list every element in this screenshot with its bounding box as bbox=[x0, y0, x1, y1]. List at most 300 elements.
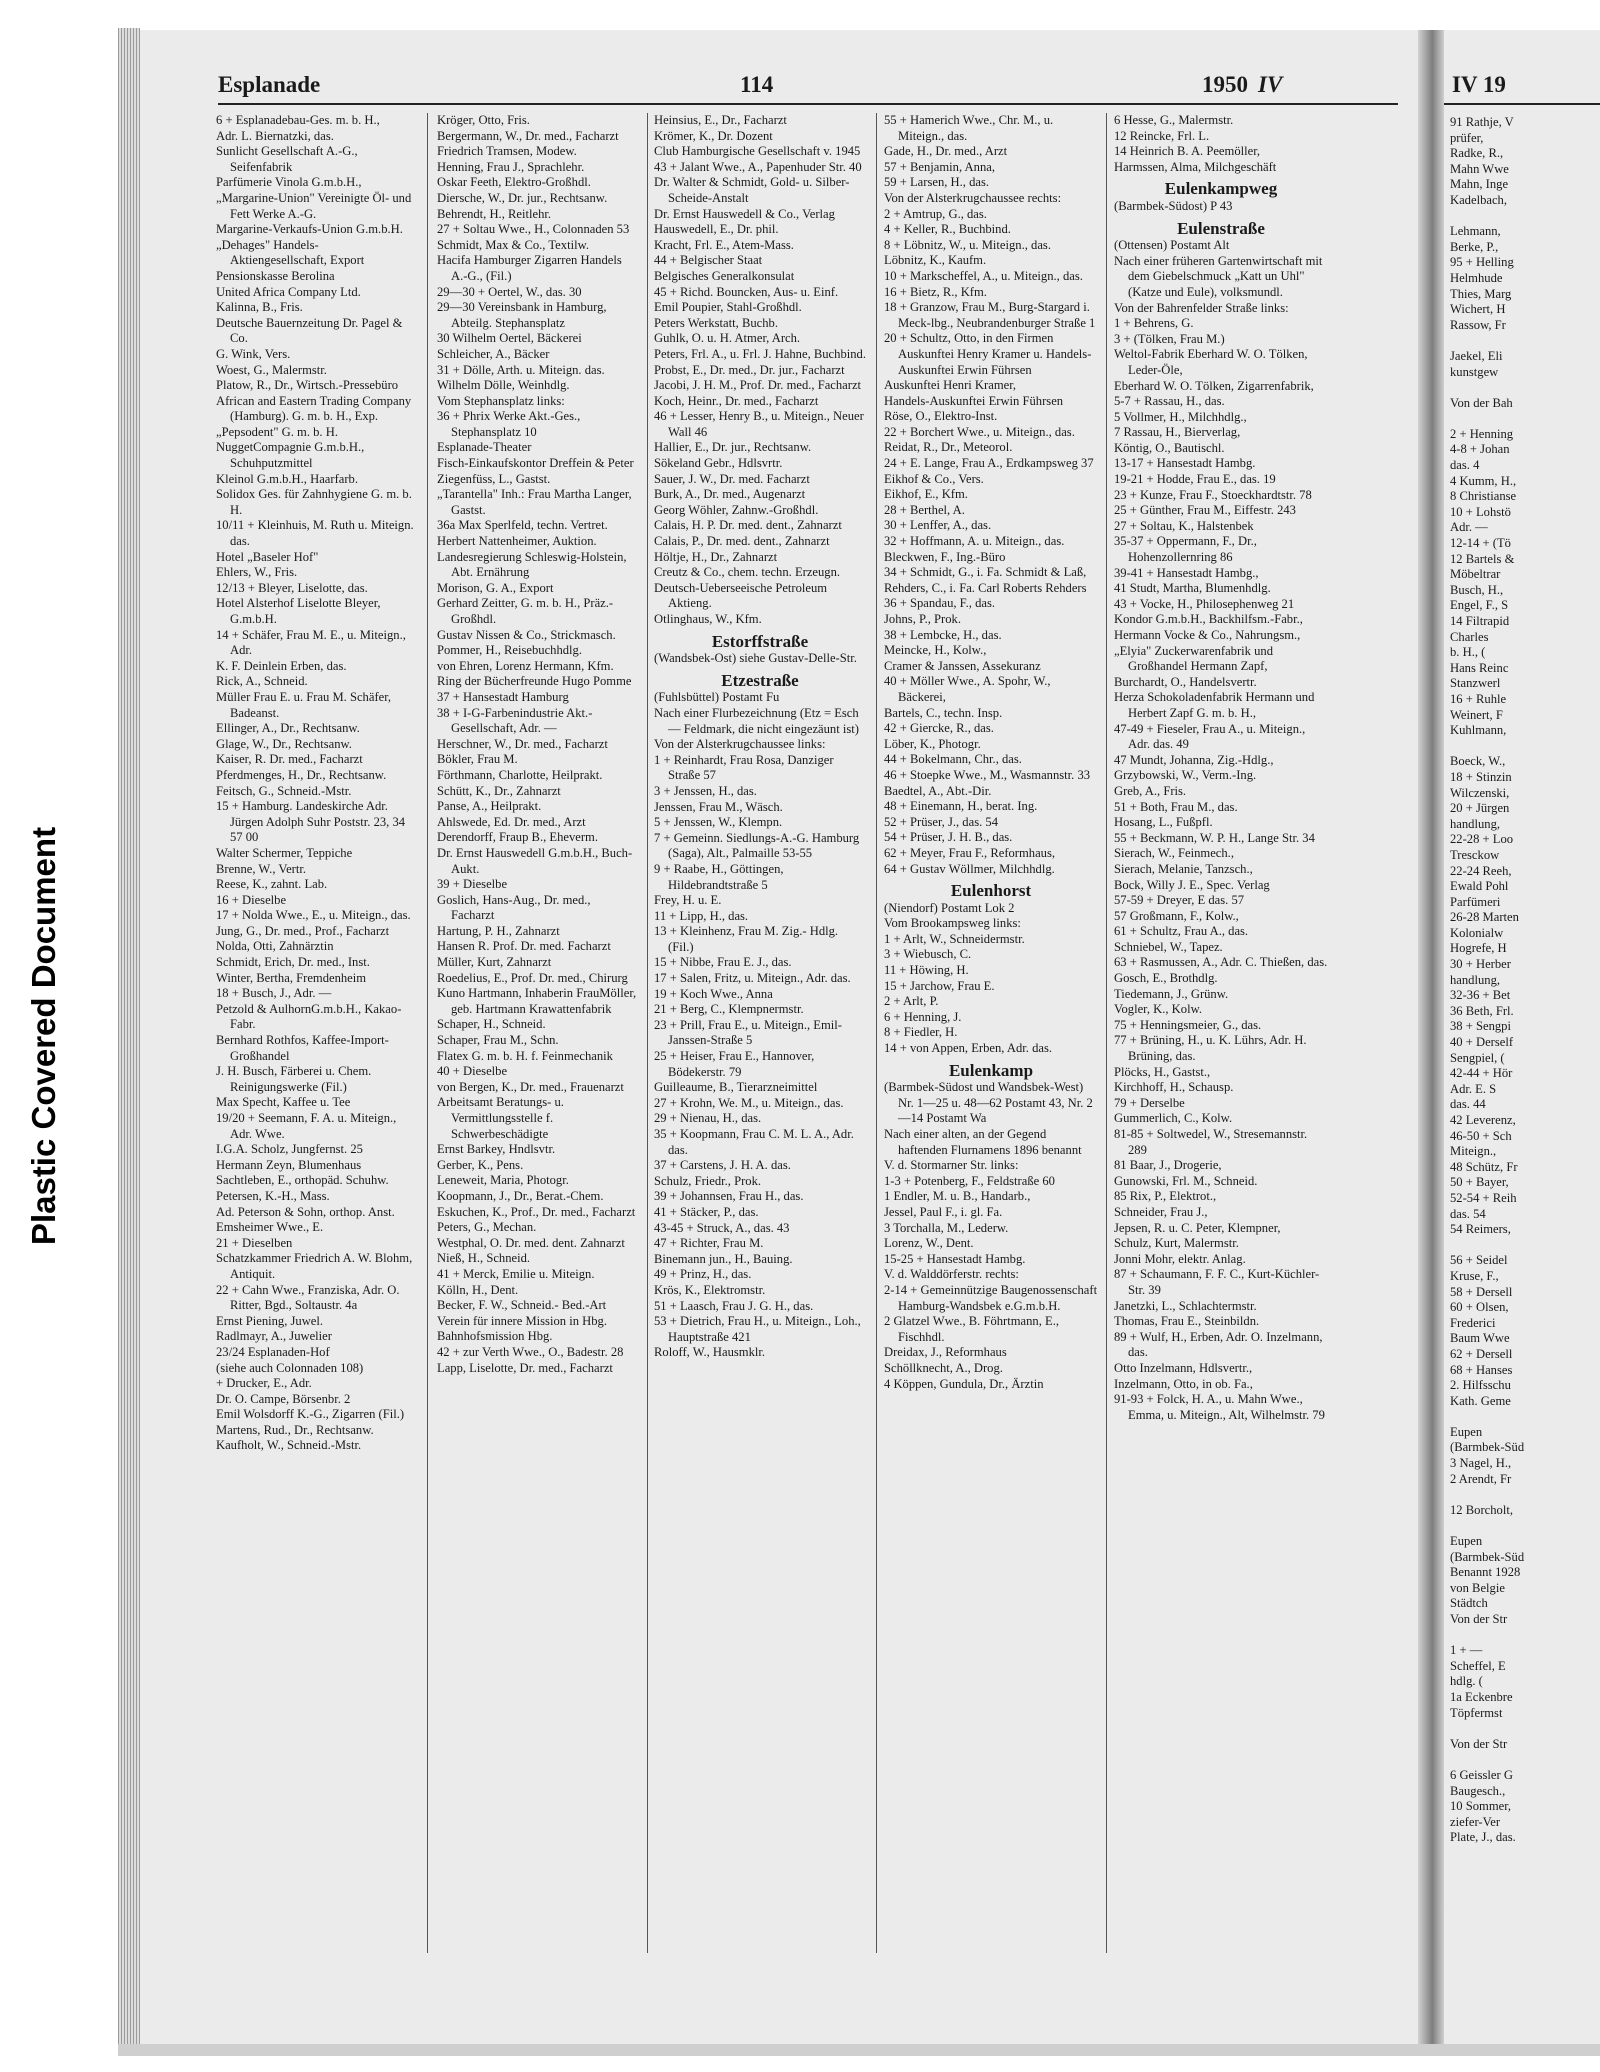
facing-page-line: 4-8 + Johan bbox=[1450, 442, 1510, 457]
directory-entry: 7 Rassau, H., Bierverlag, bbox=[1114, 425, 1241, 440]
facing-page-line: Möbeltrar bbox=[1450, 567, 1501, 582]
directory-entry: 42 + zur Verth Wwe., O., Badestr. 28 bbox=[437, 1344, 624, 1359]
directory-entry: Schatzkammer Friedrich A. W. Blohm, Antiquit. bbox=[216, 1251, 413, 1281]
directory-entry: 57 + Benjamin, Anna, bbox=[884, 159, 995, 174]
directory-entry: Röse, O., Elektro-Inst. bbox=[884, 409, 998, 424]
facing-page-line: 91 Rathje, V bbox=[1450, 115, 1514, 129]
directory-entry: 59 + Larsen, H., das. bbox=[884, 175, 990, 190]
facing-page-header: IV 19 bbox=[1452, 72, 1506, 97]
directory-entry: Müller Frau E. u. Frau M. Schäfer, Badeanst. bbox=[216, 689, 392, 720]
directory-entry: 27 + Soltau Wwe., H., Colonnaden 53 bbox=[437, 222, 630, 237]
directory-entry: von Bergen, K., Dr. med., Frauenarzt bbox=[437, 1079, 624, 1094]
directory-entry: Wilhelm Dölle, Weinhdlg. bbox=[437, 378, 570, 393]
directory-entry: 38 + I-G-Farbenindustrie Akt.-Gesellschaft, Adr. — bbox=[437, 705, 593, 736]
directory-entry: 40 + Möller Wwe., A. Spohr, W., Bäckerei, bbox=[884, 674, 1051, 704]
directory-entry: 87 + Schaumann, F. F. C., Kurt-Küchler-Str. 39 bbox=[1114, 1267, 1320, 1297]
directory-entry: 2 + Arlt, P. bbox=[884, 994, 939, 1009]
directory-entry: Arbeitsamt Beratungs- u. Vermittlungsstelle f. Schwerbeschädigte bbox=[437, 1095, 564, 1141]
directory-entry: Köntig, O., Bautischl. bbox=[1114, 440, 1225, 455]
facing-page-line: 36 Beth, Frl. bbox=[1450, 1003, 1514, 1018]
facing-page-line bbox=[1450, 209, 1600, 225]
directory-entry: 35 + Koopmann, Frau C. M. L. A., Adr. das. bbox=[654, 1127, 854, 1157]
directory-entry: (Niendorf) Postamt Lok 2 bbox=[884, 900, 1015, 915]
directory-entry: 11 + Höwing, H. bbox=[884, 963, 969, 978]
facing-page-line: Rassow, Fr bbox=[1450, 317, 1506, 332]
directory-entry: 12/13 + Bleyer, Liselotte, das. bbox=[216, 580, 368, 595]
directory-entry: Flatex G. m. b. H. f. Feinmechanik bbox=[437, 1048, 613, 1063]
directory-entry: Herza Schokoladenfabrik Hermann und Herbert Zapf G. m. b. H., bbox=[1114, 690, 1315, 720]
directory-entry: Jepsen, R. u. C. Peter, Klempner, bbox=[1114, 1220, 1281, 1235]
directory-entry: (Fuhlsbüttel) Postamt Fu bbox=[654, 690, 780, 705]
directory-entry: 23 + Prill, Frau E., u. Miteign., Emil-Janssen-Straße 5 bbox=[654, 1017, 842, 1048]
directory-entry: 32 + Hoffmann, A. u. Miteign., das. bbox=[884, 534, 1065, 549]
directory-entry: 51 + Laasch, Frau J. G. H., das. bbox=[654, 1298, 814, 1313]
directory-entry: Reese, K., zahnt. Lab. bbox=[216, 877, 328, 892]
column-separator bbox=[427, 113, 428, 1953]
directory-entry: + Drucker, E., Adr. bbox=[216, 1376, 312, 1391]
directory-entry: Ehlers, W., Fris. bbox=[216, 565, 298, 580]
directory-entry: Burchardt, O., Handelsvertr. bbox=[1114, 674, 1257, 689]
directory-entry: Schütt, K., Dr., Zahnarzt bbox=[437, 783, 561, 798]
directory-entry: Woest, G., Malermstr. bbox=[216, 362, 327, 377]
facing-page-line: hdlg. ( bbox=[1450, 1674, 1483, 1689]
directory-entry: Hacifa Hamburger Zigarren Handels A.-G., (Fil.) bbox=[437, 253, 622, 283]
directory-entry: 42 + Giercke, R., das. bbox=[884, 721, 994, 736]
directory-entry: Ad. Peterson & Sohn, orthop. Anst. bbox=[216, 1204, 395, 1219]
directory-entry: Leneweit, Maria, Photogr. bbox=[437, 1173, 569, 1188]
directory-entry: Hermann Zeyn, Blumenhaus bbox=[216, 1157, 362, 1172]
facing-page-line: Parfümeri bbox=[1450, 894, 1501, 909]
facing-page-line: Hans Reinc bbox=[1450, 660, 1509, 675]
directory-entry: 3 Torchalla, M., Lederw. bbox=[884, 1220, 1009, 1235]
facing-page-line: Ewald Pohl bbox=[1450, 879, 1509, 894]
directory-entry: Dr. Ernst Hauswedell & Co., Verlag bbox=[654, 206, 835, 221]
facing-page-line: Miteign., bbox=[1450, 1144, 1497, 1159]
directory-entry: Inzelmann, Otto, in ob. Fa., bbox=[1114, 1376, 1253, 1391]
directory-entry: Tiedemann, J., Grünw. bbox=[1114, 986, 1229, 1001]
directory-entry: 55 + Hamerich Wwe., Chr. M., u. Miteign., das. bbox=[884, 113, 1054, 143]
directory-entry: 16 + Bietz, R., Kfm. bbox=[884, 284, 987, 299]
directory-entry: Hauswedell, E., Dr. phil. bbox=[654, 222, 779, 237]
directory-entry: 35-37 + Oppermann, F., Dr., Hohenzollernring 86 bbox=[1114, 534, 1257, 565]
directory-entry: Hotel „Baseler Hof" bbox=[216, 549, 319, 564]
directory-entry: Otto Inzelmann, Hdlsvertr., bbox=[1114, 1360, 1253, 1375]
facing-page-line: Charles bbox=[1450, 629, 1489, 644]
facing-page-line: Radke, R., bbox=[1450, 146, 1504, 161]
directory-entry: Hotel Alsterhof Liselotte Bleyer, G.m.b.H. bbox=[216, 596, 381, 626]
directory-entry: Nach einer Flurbezeichnung (Etz = Esch — Feldmark, die nicht eingezäunt ist) bbox=[654, 705, 859, 736]
page-number: 114 bbox=[740, 72, 774, 97]
directory-entry: 48 + Einemann, H., berat. Ing. bbox=[884, 799, 1038, 814]
directory-entry: 1-3 + Potenberg, F., Feldstraße 60 bbox=[884, 1173, 1055, 1188]
directory-entry: 54 + Prüser, J. H. B., das. bbox=[884, 830, 1013, 845]
facing-page-line: Weinert, F bbox=[1450, 707, 1503, 722]
directory-entry: 28 + Berthel, A. bbox=[884, 502, 965, 517]
directory-entry: Solidox Ges. für Zahnhygiene G. m. b. H. bbox=[216, 487, 412, 517]
directory-entry: 1 Endler, M. u. B., Handarb., bbox=[884, 1189, 1031, 1204]
directory-entry: Sunlicht Gesellschaft A.-G., Seifenfabrik bbox=[216, 144, 358, 174]
directory-entry: Heinsius, E., Dr., Facharzt bbox=[654, 113, 787, 127]
directory-entry: 39 + Johannsen, Frau H., das. bbox=[654, 1189, 804, 1204]
facing-page-line bbox=[1450, 1752, 1600, 1768]
facing-page-line: 1 + — bbox=[1450, 1643, 1483, 1658]
directory-entry: Dr. O. Campe, Börsenbr. 2 bbox=[216, 1391, 351, 1406]
directory-entry: Calais, P., Dr. med. dent., Zahnarzt bbox=[654, 534, 830, 549]
directory-entry: Hansen R. Prof. Dr. med. Facharzt bbox=[437, 939, 611, 954]
directory-entry: 14 + Schäfer, Frau M. E., u. Miteign., Adr. bbox=[216, 627, 406, 658]
facing-page-line: Kuhlmann, bbox=[1450, 723, 1507, 738]
directory-entry: Dr. Walter & Schmidt, Gold- u. Silber-Scheide-Anstalt bbox=[654, 175, 850, 205]
facing-page-rule bbox=[1444, 103, 1600, 105]
directory-entry: 36a Max Sperlfeld, techn. Vertret. bbox=[437, 518, 608, 533]
facing-page-line: prüfer, bbox=[1450, 130, 1484, 145]
facing-page-line: das. 54 bbox=[1450, 1206, 1486, 1221]
directory-entry: Henning, Frau J., Sprachlehr. bbox=[437, 159, 585, 174]
facing-page-line: Kruse, F., bbox=[1450, 1268, 1499, 1283]
directory-entry: 6 + Henning, J. bbox=[884, 1009, 962, 1024]
directory-entry: Goslich, Hans-Aug., Dr. med., Facharzt bbox=[437, 892, 591, 923]
facing-page-line: Helmhude bbox=[1450, 270, 1503, 285]
directory-entry: Dr. Ernst Hauswedell G.m.b.H., Buch-Aukt. bbox=[437, 845, 633, 876]
directory-entry: 5 Vollmer, H., Milchhdlg., bbox=[1114, 409, 1247, 424]
directory-entry: (siehe auch Colonnaden 108) bbox=[216, 1360, 364, 1375]
directory-entry: 44 + Bokelmann, Chr., das. bbox=[884, 752, 1022, 767]
directory-entry: Gade, H., Dr. med., Arzt bbox=[884, 144, 1008, 159]
directory-entry: Frey, H. u. E. bbox=[654, 893, 722, 908]
directory-entry: 18 + Granzow, Frau M., Burg-Stargard i. Meck-lbg., Neubrandenburger Straße 1 bbox=[884, 300, 1096, 330]
directory-entry: Calais, H. P. Dr. med. dent., Zahnarzt bbox=[654, 518, 842, 533]
directory-entry: Hallier, E., Dr. jur., Rechtsanw. bbox=[654, 440, 812, 455]
year: 1950 bbox=[1202, 72, 1248, 97]
directory-entry: 23 + Kunze, Frau F., Stoeckhardtstr. 78 bbox=[1114, 487, 1312, 502]
directory-entry: 38 + Lembcke, H., das. bbox=[884, 627, 1002, 642]
directory-entry: 64 + Gustav Wöllmer, Milchhdlg. bbox=[884, 861, 1055, 876]
facing-page-line: 14 Filtrapid bbox=[1450, 614, 1510, 628]
header-rule bbox=[218, 103, 1398, 105]
directory-entry: Kondor G.m.b.H., Backhilfsm.-Fabr., bbox=[1114, 612, 1303, 627]
column-separator bbox=[647, 113, 648, 1953]
facing-page-line: 54 Reimers, bbox=[1450, 1222, 1511, 1237]
facing-page-line: 12 Borcholt, bbox=[1450, 1502, 1513, 1517]
directory-entry: Panse, A., Heilprakt. bbox=[437, 799, 542, 814]
directory-entry: K. F. Deinlein Erben, das. bbox=[216, 658, 347, 673]
directory-entry: Gerber, K., Pens. bbox=[437, 1157, 524, 1172]
directory-entry: 2 + Amtrup, G., das. bbox=[884, 206, 987, 221]
directory-entry: Weltol-Fabrik Eberhard W. O. Tölken, Leder-Öle, bbox=[1114, 347, 1308, 377]
directory-entry: Club Hamburgische Gesellschaft v. 1945 bbox=[654, 144, 861, 159]
directory-entry: 45 + Richd. Bouncken, Aus- u. Einf. bbox=[654, 284, 839, 299]
directory-entry: 47-49 + Fieseler, Frau A., u. Miteign., Adr. das. 49 bbox=[1114, 721, 1306, 752]
directory-entry: Rehders, C., i. Fa. Carl Roberts Rehders bbox=[884, 580, 1087, 595]
directory-entry: Peters, Frl. A., u. Frl. J. Hahne, Buchbind. bbox=[654, 346, 866, 361]
directory-entry: 81 Baar, J., Drogerie, bbox=[1114, 1158, 1222, 1173]
column-separator bbox=[1106, 113, 1107, 1953]
facing-page-line: Adr. E. S bbox=[1450, 1081, 1497, 1096]
directory-entry: 29 + Nienau, H., das. bbox=[654, 1111, 762, 1126]
facing-page-line: Von der Str bbox=[1450, 1736, 1508, 1751]
directory-entry: „Tarantella" Inh.: Frau Martha Langer, Gastst. bbox=[437, 487, 632, 517]
directory-entry: Emil Wolsdorff K.-G., Zigarren (Fil.) bbox=[216, 1407, 405, 1422]
directory-entry: 1 + Arlt, W., Schneidermstr. bbox=[884, 931, 1025, 946]
facing-page-line: Von der Str bbox=[1450, 1612, 1508, 1626]
facing-page-line: Wilczenski, bbox=[1450, 785, 1510, 800]
directory-entry: 4 Köppen, Gundula, Dr., Ärztin bbox=[884, 1376, 1044, 1391]
directory-entry: Margarine-Verkaufs-Union G.m.b.H. bbox=[216, 222, 403, 237]
street-heading: Eulenkamp bbox=[948, 1060, 1034, 1080]
directory-entry: Eikhof & Co., Vers. bbox=[884, 471, 984, 486]
directory-entry: Jacobi, J. H. M., Prof. Dr. med., Facharzt bbox=[654, 378, 862, 393]
directory-entry: Deutsche Bauernzeitung Dr. Pagel & Co. bbox=[216, 315, 403, 346]
facing-page-line: 10 + Lohstö bbox=[1450, 504, 1511, 519]
facing-page-line: Boeck, W., bbox=[1450, 754, 1506, 769]
directory-entry: 52 + Prüser, J., das. 54 bbox=[884, 814, 998, 829]
directory-entry: „Dehages" Handels-Aktiengesellschaft, Export bbox=[216, 237, 365, 268]
directory-entry: 23/24 Esplanaden-Hof bbox=[216, 1344, 330, 1359]
directory-entry: Janetzki, L., Schlachtermstr. bbox=[1114, 1298, 1257, 1313]
facing-page-line: 32-36 + Bet bbox=[1450, 988, 1511, 1003]
directory-entry: Hartung, P. H., Zahnarzt bbox=[437, 923, 560, 938]
directory-entry: 25 + Günther, Frau M., Eiffestr. 243 bbox=[1114, 503, 1296, 518]
directory-entry: Herschner, W., Dr. med., Facharzt bbox=[437, 736, 608, 751]
directory-entry: Jenssen, Frau M., Wäsch. bbox=[654, 799, 783, 814]
directory-entry: Von der Bahrenfelder Straße links: bbox=[1114, 300, 1289, 315]
directory-entry: Förthmann, Charlotte, Heilprakt. bbox=[437, 767, 603, 782]
directory-entry: Deutsch-Ueberseeische Petroleum Aktieng. bbox=[654, 580, 828, 611]
directory-entry: 5-7 + Rassau, H., das. bbox=[1114, 394, 1225, 409]
directory-entry: Burk, A., Dr. med., Augenarzt bbox=[654, 487, 806, 502]
directory-column-3 bbox=[654, 113, 866, 2038]
directory-entry: Krömer, K., Dr. Dozent bbox=[654, 128, 773, 143]
directory-entry: Ellinger, A., Dr., Rechtsanw. bbox=[216, 721, 360, 736]
directory-column-4 bbox=[884, 113, 1098, 2038]
facing-page-line: Jaekel, Eli bbox=[1450, 348, 1503, 363]
facing-page-line: 42 Leverenz, bbox=[1450, 1113, 1516, 1127]
directory-entry: Schmidt, Erich, Dr. med., Inst. bbox=[216, 955, 370, 970]
directory-entry: Adr. L. Biernatzki, das. bbox=[216, 128, 334, 143]
facing-page-line: handlung, bbox=[1450, 816, 1501, 831]
directory-entry: Herbert Nattenheimer, Auktion. bbox=[437, 534, 597, 549]
directory-entry: 8 + Löbnitz, W., u. Miteign., das. bbox=[884, 237, 1051, 252]
directory-entry: 30 + Lenffer, A., das. bbox=[884, 518, 992, 533]
directory-entry: 22 + Borchert Wwe., u. Miteign., das. bbox=[884, 424, 1075, 439]
facing-page-line: Thies, Marg bbox=[1450, 286, 1512, 301]
directory-entry: Sökeland Gebr., Hdlsvrtr. bbox=[654, 456, 783, 471]
directory-entry: 3 + Jenssen, H., das. bbox=[654, 783, 757, 798]
facing-page-line: Kadelbach, bbox=[1450, 192, 1507, 207]
directory-entry: Westphal, O. Dr. med. dent. Zahnarzt bbox=[437, 1235, 625, 1250]
directory-entry: V. d. Stormarner Str. links: bbox=[884, 1158, 1019, 1173]
directory-entry: Nach einer alten, an der Gegend haftenden Flurnamens 1896 benannt bbox=[884, 1127, 1082, 1157]
facing-page-line: Frederici bbox=[1450, 1315, 1496, 1330]
directory-entry: 1 + Behrens, G. bbox=[1114, 316, 1194, 331]
facing-page-line: 6 Geissler G bbox=[1450, 1767, 1513, 1782]
directory-entry: Bartels, C., techn. Insp. bbox=[884, 705, 1003, 720]
directory-entry: Vom Stephansplatz links: bbox=[437, 393, 565, 408]
directory-entry: 13 + Kleinhenz, Frau M. Zig.- Hdlg. (Fil.) bbox=[654, 924, 839, 954]
directory-entry: Behrendt, H., Reitlehr. bbox=[437, 206, 552, 221]
facing-page-line: kunstgew bbox=[1450, 364, 1499, 379]
directory-entry: 15-25 + Hansestadt Hambg. bbox=[884, 1251, 1026, 1266]
facing-page-line bbox=[1450, 380, 1600, 396]
directory-entry: Peters Werkstatt, Buchb. bbox=[654, 315, 778, 330]
facing-page-line bbox=[1450, 1518, 1600, 1534]
directory-entry: Sauer, J. W., Dr. med. Facharzt bbox=[654, 471, 810, 486]
facing-page-line: 4 Kumm, H., bbox=[1450, 473, 1517, 488]
directory-entry: Greb, A., Fris. bbox=[1114, 783, 1187, 798]
facing-page-column bbox=[1450, 115, 1600, 1846]
directory-entry: Oskar Feeth, Elektro-Großhdl. bbox=[437, 175, 591, 190]
directory-entry: Sierach, Melanie, Tanzsch., bbox=[1114, 861, 1253, 876]
directory-entry: Plöcks, H., Gastst., bbox=[1114, 1064, 1211, 1079]
directory-entry: Diersche, W., Dr. jur., Rechtsanw. bbox=[437, 190, 608, 205]
directory-entry: 46 + Stoepke Wwe., M., Wasmannstr. 33 bbox=[884, 767, 1091, 782]
directory-entry: Peters, G., Mechan. bbox=[437, 1220, 537, 1235]
directory-entry: 18 + Busch, J., Adr. — bbox=[216, 986, 332, 1001]
directory-entry: Nieß, H., Schneid. bbox=[437, 1251, 531, 1266]
directory-entry: 31 + Dölle, Arth. u. Miteign. das. bbox=[437, 362, 605, 377]
directory-entry: Morison, G. A., Export bbox=[437, 580, 554, 595]
directory-entry: Pommer, H., Reisebuchhdlg. bbox=[437, 643, 583, 658]
facing-page-line: 20 + Jürgen bbox=[1450, 801, 1510, 816]
directory-entry: Ziegenfüss, L., Gastst. bbox=[437, 471, 551, 486]
directory-entry: 19 + Koch Wwe., Anna bbox=[654, 986, 773, 1001]
directory-entry: (Ottensen) Postamt Alt bbox=[1114, 238, 1230, 253]
directory-entry: Pferdmenges, H., Dr., Rechtsanw. bbox=[216, 767, 387, 782]
facing-page-line: Plate, J., das. bbox=[1450, 1830, 1516, 1845]
directory-entry: 51 + Both, Frau M., das. bbox=[1114, 799, 1238, 814]
directory-entry: Gunowski, Frl. M., Schneid. bbox=[1114, 1173, 1258, 1188]
directory-entry: 43 + Jalant Wwe., A., Papenhuder Str. 40 bbox=[654, 159, 862, 174]
directory-entry: Johns, P., Prok. bbox=[884, 612, 961, 626]
facing-page-line: 95 + Helling bbox=[1450, 255, 1514, 270]
directory-entry: 13-17 + Hansestadt Hambg. bbox=[1114, 456, 1256, 471]
facing-page-line: 60 + Olsen, bbox=[1450, 1300, 1509, 1315]
directory-entry: Binemann jun., H., Bauing. bbox=[654, 1251, 793, 1266]
facing-page-line: Benannt 1928 bbox=[1450, 1565, 1521, 1580]
directory-entry: G. Wink, Vers. bbox=[216, 346, 291, 361]
directory-entry: 11 + Lipp, H., das. bbox=[654, 908, 749, 923]
directory-entry: Kleinol G.m.b.H., Haarfarb. bbox=[216, 471, 358, 486]
street-heading: Eulenhorst bbox=[950, 881, 1032, 901]
facing-page-line: 56 + Seidel bbox=[1450, 1253, 1508, 1268]
directory-entry: 3 + (Tölken, Frau M.) bbox=[1114, 331, 1225, 346]
facing-page-line: Kolonialw bbox=[1450, 925, 1504, 940]
directory-entry: 24 + E. Lange, Frau A., Erdkampsweg 37 bbox=[884, 456, 1094, 471]
directory-entry: 43 + Vocke, H., Philosephenweg 21 bbox=[1114, 596, 1295, 611]
directory-entry: 89 + Wulf, H., Erben, Adr. O. Inzelmann, das. bbox=[1114, 1329, 1323, 1360]
facing-page-line bbox=[1450, 1409, 1600, 1425]
directory-entry: Hosang, L., Fußpfl. bbox=[1114, 815, 1213, 830]
directory-entry: Fisch-Einkaufskontor Dreffein & Peter bbox=[437, 456, 634, 471]
directory-entry: Pensionskasse Berolina bbox=[216, 268, 335, 283]
facing-page-line: (Barmbek-Süd bbox=[1450, 1549, 1525, 1564]
directory-entry: Eskuchen, K., Prof., Dr. med., Facharzt bbox=[437, 1204, 636, 1219]
facing-page-line: Wichert, H bbox=[1450, 302, 1506, 317]
book-gutter bbox=[1418, 30, 1444, 2045]
directory-entry: 75 + Henningsmeier, G., das. bbox=[1114, 1017, 1262, 1032]
directory-entry: Koch, Heinr., Dr. med., Facharzt bbox=[654, 393, 819, 408]
facing-page-line: 22-24 Reeh, bbox=[1450, 863, 1512, 878]
facing-page-line: das. 44 bbox=[1450, 1097, 1486, 1112]
directory-entry: 53 + Dietrich, Frau H., u. Miteign., Loh., Hauptstraße 421 bbox=[654, 1314, 861, 1344]
facing-page-line: Tresckow bbox=[1450, 847, 1500, 862]
street-heading: Estorffstraße bbox=[711, 631, 809, 651]
directory-entry: 57-59 + Dreyer, E das. 57 bbox=[1114, 893, 1245, 908]
facing-page-line: 58 + Dersell bbox=[1450, 1284, 1513, 1299]
facing-page-line: Busch, H., bbox=[1450, 582, 1504, 597]
directory-entry: 14 Heinrich B. A. Peemöller, bbox=[1114, 144, 1261, 159]
book-page-edges bbox=[118, 28, 140, 2046]
directory-entry: Becker, F. W., Schneid.- Bed.-Art bbox=[437, 1298, 607, 1313]
facing-page-line: 30 + Herber bbox=[1450, 957, 1511, 972]
directory-entry: „Margarine-Union" Vereinigte Öl- und Fett Werke A.-G. bbox=[216, 190, 412, 221]
directory-entry: 41 Studt, Martha, Blumenhdlg. bbox=[1114, 581, 1271, 596]
directory-entry: Ernst Piening, Juwel. bbox=[216, 1313, 324, 1328]
directory-entry: Emsheimer Wwe., E. bbox=[216, 1220, 324, 1235]
directory-entry: 79 + Derselbe bbox=[1114, 1095, 1185, 1110]
directory-entry: 57 Großmann, F., Kolw., bbox=[1114, 908, 1239, 923]
facing-page-line: 50 + Bayer, bbox=[1450, 1175, 1509, 1190]
facing-page-line: 10 Sommer, bbox=[1450, 1799, 1512, 1814]
facing-page-line: von Belgie bbox=[1450, 1580, 1505, 1595]
facing-page-line: Eupen bbox=[1450, 1534, 1483, 1549]
directory-entry: 20 + Schultz, Otto, in den Firmen Auskunftei Henry Kramer u. Handels-Auskunftei Erwin Führsen bbox=[884, 331, 1092, 377]
facing-page-line: Von der Bah bbox=[1450, 395, 1513, 410]
column-separator bbox=[876, 113, 877, 1953]
directory-entry: Schniebel, W., Tapez. bbox=[1114, 939, 1223, 954]
directory-entry: Hermann Vocke & Co., Nahrungsm., bbox=[1114, 628, 1301, 642]
directory-entry: Reidat, R., Dr., Meteorol. bbox=[884, 440, 1013, 455]
directory-entry: 10 + Markscheffel, A., u. Miteign., das. bbox=[884, 268, 1083, 283]
directory-entry: 14 + von Appen, Erben, Adr. das. bbox=[884, 1041, 1053, 1056]
directory-entry: Gustav Nissen & Co., Strickmasch. bbox=[437, 627, 616, 642]
directory-entry: 39-41 + Hansestadt Hambg., bbox=[1114, 565, 1259, 580]
directory-entry: Max Specht, Kaffee u. Tee bbox=[216, 1095, 351, 1110]
directory-entry: 46 + Lesser, Henry B., u. Miteign., Neuer Wall 46 bbox=[654, 409, 864, 439]
facing-page-line: Adr. — bbox=[1450, 520, 1488, 535]
directory-entry: (Barmbek-Südost) P 43 bbox=[1114, 198, 1233, 213]
directory-entry: 8 + Fiedler, H. bbox=[884, 1025, 958, 1040]
facing-page bbox=[1444, 30, 1600, 2045]
directory-entry: Kalinna, B., Fris. bbox=[216, 300, 303, 315]
facing-page-line: 48 Schütz, Fr bbox=[1450, 1159, 1518, 1174]
facing-page-line bbox=[1450, 1721, 1600, 1737]
directory-entry: Creutz & Co., chem. techn. Erzeugn. bbox=[654, 565, 841, 580]
directory-entry: 77 + Brüning, H., u. K. Lührs, Adr. H. Brüning, das. bbox=[1114, 1033, 1307, 1064]
directory-entry: Sierach, W., Feinmech., bbox=[1114, 846, 1234, 861]
directory-entry: 39 + Dieselbe bbox=[437, 877, 508, 892]
directory-entry: Kuno Hartmann, Inhaberin FrauMöller, geb. Hartmann Krawattenfabrik bbox=[437, 986, 637, 1016]
directory-entry: Gummerlich, C., Kolw. bbox=[1114, 1111, 1233, 1126]
document-type-label: Plastic Covered Document bbox=[25, 826, 62, 1246]
directory-entry: „Pepsodent" G. m. b. H. bbox=[216, 424, 338, 439]
directory-entry: 62 + Meyer, Frau F., Reformhaus, bbox=[884, 845, 1056, 860]
directory-entry: Lapp, Liselotte, Dr. med., Facharzt bbox=[437, 1360, 613, 1375]
facing-page-line: Lehmann, bbox=[1450, 224, 1501, 239]
directory-entry: 19-21 + Hodde, Frau E., das. 19 bbox=[1114, 472, 1276, 487]
directory-entry: 9 + Raabe, H., Göttingen, Hildebrandtstraße 5 bbox=[654, 861, 784, 892]
directory-entry: Derendorff, Fraup B., Eheverm. bbox=[437, 830, 598, 845]
directory-entry: Müller, Kurt, Zahnarzt bbox=[437, 955, 552, 970]
facing-page-line bbox=[1450, 1628, 1600, 1644]
directory-entry: Höltje, H., Dr., Zahnarzt bbox=[654, 549, 778, 564]
facing-page-line: b. H., ( bbox=[1450, 645, 1486, 660]
directory-entry: Vom Brookampsweg links: bbox=[884, 916, 1021, 931]
facing-page-line bbox=[1450, 739, 1600, 755]
directory-entry: 47 Mundt, Johanna, Zig.-Hdlg., bbox=[1114, 752, 1274, 767]
facing-page-line: 18 + Stinzin bbox=[1450, 769, 1512, 784]
directory-entry: Schöllknecht, A., Drog. bbox=[884, 1360, 1003, 1375]
